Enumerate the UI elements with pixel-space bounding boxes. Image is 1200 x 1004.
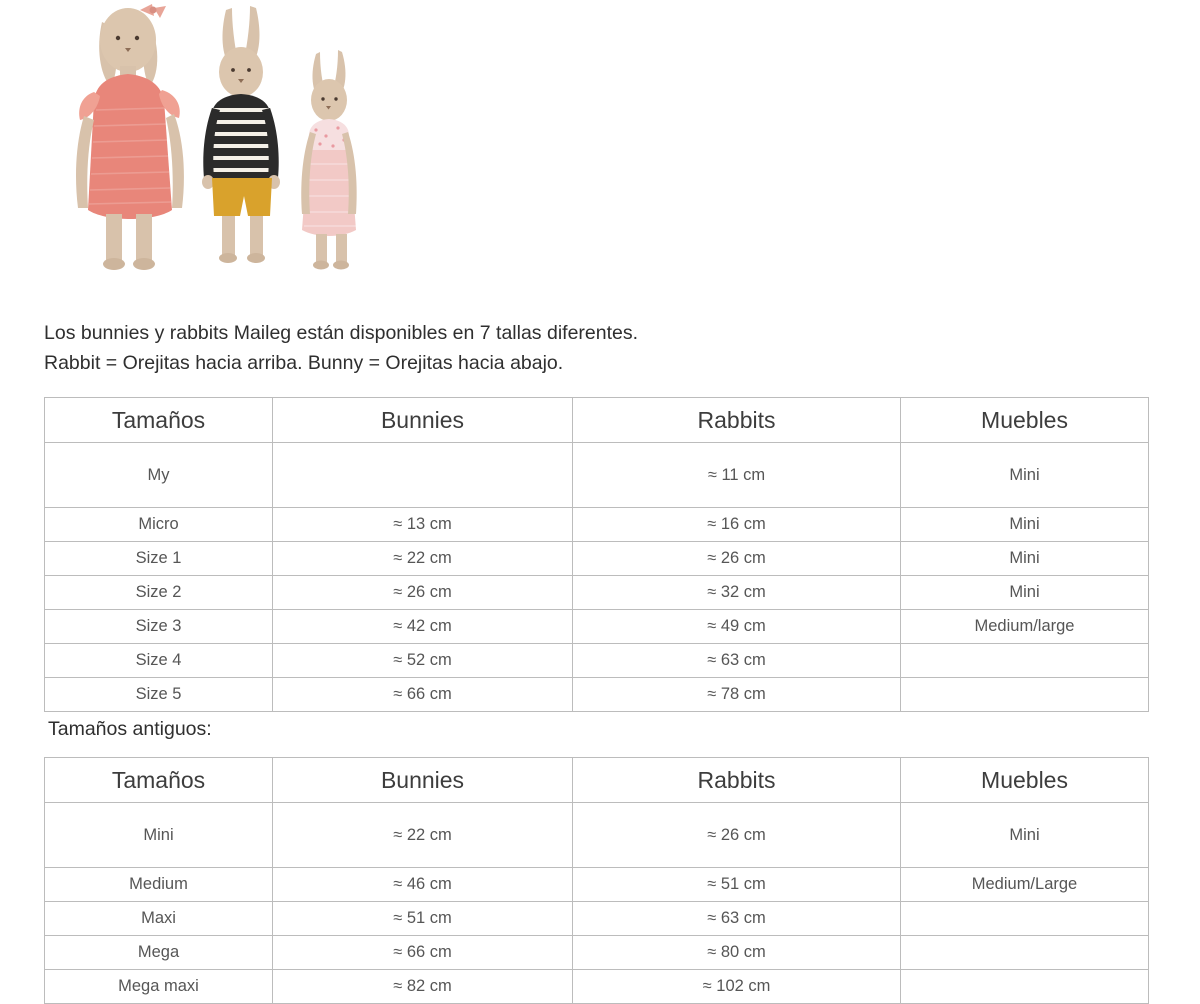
table-row [45, 644, 1149, 678]
cell-size-name: Medium [45, 868, 273, 902]
current-sizes-table-wrapper [44, 397, 1148, 712]
cell-muebles: Mini [901, 443, 1149, 508]
table-row [45, 443, 1149, 508]
cell-rabbits: ≈ 11 cm [573, 443, 901, 508]
cell-size-name: Mega maxi [45, 970, 273, 1004]
column-header-rabbits: Rabbits [573, 758, 901, 803]
current-sizes-table [44, 397, 1149, 712]
table-header-row [45, 398, 1149, 443]
cell-muebles: Medium/Large [901, 868, 1149, 902]
cell-bunnies: ≈ 46 cm [273, 868, 573, 902]
cell-bunnies: ≈ 52 cm [273, 644, 573, 678]
cell-rabbits: ≈ 63 cm [573, 644, 901, 678]
cell-rabbits: ≈ 49 cm [573, 610, 901, 644]
cell-muebles: Medium/large [901, 610, 1149, 644]
cell-rabbits: ≈ 26 cm [573, 803, 901, 868]
column-header-bunnies: Bunnies [273, 758, 573, 803]
table-row [45, 970, 1149, 1004]
table-row [45, 542, 1149, 576]
intro-text [44, 318, 1164, 378]
cell-rabbits: ≈ 51 cm [573, 868, 901, 902]
legacy-sizes-label: Tamaños antiguos: [48, 718, 212, 740]
cell-size-name: Size 5 [45, 678, 273, 712]
cell-bunnies: ≈ 13 cm [273, 508, 573, 542]
cell-bunnies: ≈ 42 cm [273, 610, 573, 644]
cell-size-name: Size 4 [45, 644, 273, 678]
photo-illustration [44, 0, 364, 270]
cell-size-name: Size 3 [45, 610, 273, 644]
cell-bunnies [273, 443, 573, 508]
cell-size-name: Mini [45, 803, 273, 868]
table-header-row [45, 758, 1149, 803]
cell-muebles: Mini [901, 576, 1149, 610]
cell-rabbits: ≈ 80 cm [573, 936, 901, 970]
cell-bunnies: ≈ 66 cm [273, 678, 573, 712]
intro-line-2: Rabbit = Orejitas hacia arriba. Bunny = Orejitas hacia abajo. [44, 352, 564, 374]
column-header-tamanos: Tamaños [45, 758, 273, 803]
cell-muebles [901, 678, 1149, 712]
cell-bunnies: ≈ 51 cm [273, 902, 573, 936]
cell-muebles: Mini [901, 542, 1149, 576]
cell-rabbits: ≈ 32 cm [573, 576, 901, 610]
cell-muebles [901, 644, 1149, 678]
cell-size-name: My [45, 443, 273, 508]
cell-muebles: Mini [901, 508, 1149, 542]
cell-bunnies: ≈ 22 cm [273, 803, 573, 868]
intro-line-1: Los bunnies y rabbits Maileg están disponibles en 7 tallas diferentes. [44, 322, 639, 344]
table-row [45, 508, 1149, 542]
cell-rabbits: ≈ 16 cm [573, 508, 901, 542]
column-header-muebles: Muebles [901, 398, 1149, 443]
cell-muebles [901, 936, 1149, 970]
cell-size-name: Maxi [45, 902, 273, 936]
cell-bunnies: ≈ 66 cm [273, 936, 573, 970]
table-row [45, 868, 1149, 902]
cell-muebles [901, 970, 1149, 1004]
table-row [45, 803, 1149, 868]
cell-size-name: Size 1 [45, 542, 273, 576]
column-header-tamanos: Tamaños [45, 398, 273, 443]
column-header-bunnies: Bunnies [273, 398, 573, 443]
cell-muebles: Mini [901, 803, 1149, 868]
table-row [45, 678, 1149, 712]
legacy-sizes-table [44, 757, 1149, 1004]
table-row [45, 610, 1149, 644]
cell-rabbits: ≈ 102 cm [573, 970, 901, 1004]
cell-rabbits: ≈ 26 cm [573, 542, 901, 576]
cell-bunnies: ≈ 82 cm [273, 970, 573, 1004]
cell-size-name: Mega [45, 936, 273, 970]
cell-bunnies: ≈ 22 cm [273, 542, 573, 576]
cell-rabbits: ≈ 78 cm [573, 678, 901, 712]
table-row [45, 936, 1149, 970]
maileg-bunny-family-photo [44, 0, 364, 270]
table-row [45, 576, 1149, 610]
column-header-muebles: Muebles [901, 758, 1149, 803]
column-header-rabbits: Rabbits [573, 398, 901, 443]
cell-muebles [901, 902, 1149, 936]
legacy-sizes-table-wrapper [44, 757, 1148, 1004]
cell-bunnies: ≈ 26 cm [273, 576, 573, 610]
table-row [45, 902, 1149, 936]
cell-rabbits: ≈ 63 cm [573, 902, 901, 936]
cell-size-name: Micro [45, 508, 273, 542]
cell-size-name: Size 2 [45, 576, 273, 610]
